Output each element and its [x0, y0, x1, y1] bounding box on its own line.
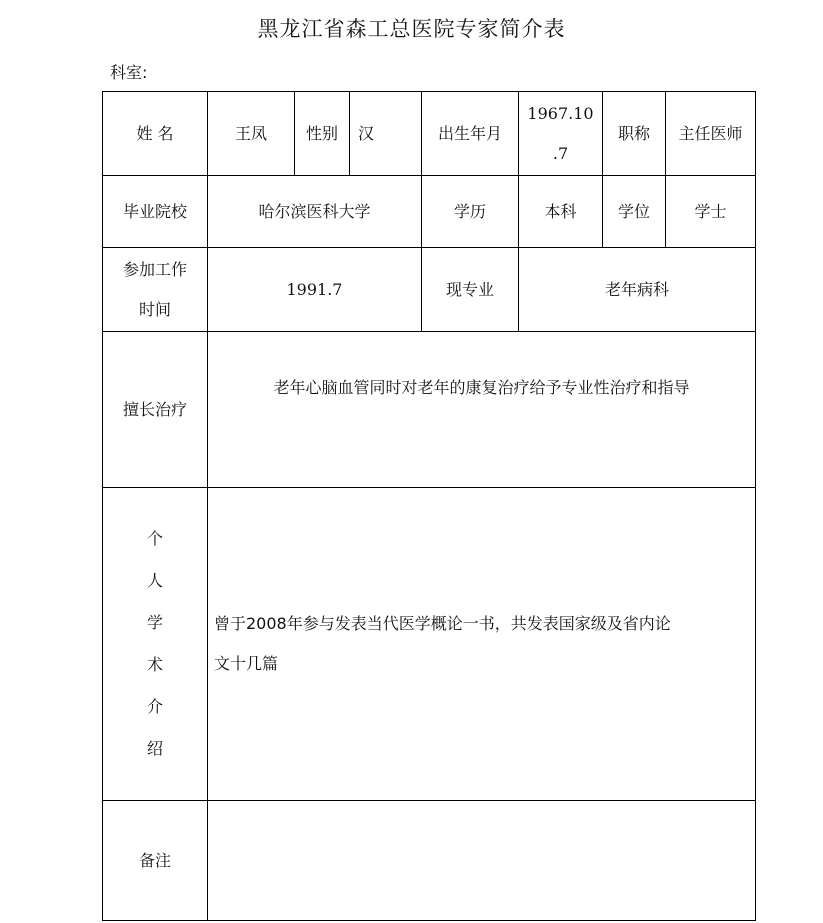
gender-value: 汉	[350, 92, 422, 176]
birth-label: 出生年月	[422, 92, 519, 176]
row-work	[103, 248, 756, 332]
department-label: 科室:	[110, 63, 148, 82]
row-expertise	[103, 332, 756, 488]
academic-label-char: 术	[146, 655, 163, 674]
specialty-label: 现专业	[422, 248, 519, 332]
work-start-label	[103, 248, 208, 332]
academic-value-line2: 文十几篇	[214, 654, 279, 673]
work-start-label-line2: 时间	[138, 299, 171, 319]
academic-value-line1: 曾于2008年参与发表当代医学概论一书，共发表国家级及省内论	[214, 614, 671, 633]
work-start-value: 1991.7	[208, 248, 422, 332]
expertise-label: 擅长治疗	[103, 332, 208, 488]
expertise-value: 老年心脑血管同时对老年的康复治疗给予专业性治疗和指导	[208, 332, 756, 488]
academic-label-char: 绍	[146, 739, 163, 758]
birth-value-line1: 1967.10	[527, 103, 594, 123]
row-notes	[103, 801, 756, 921]
name-label: 姓 名	[103, 92, 208, 176]
education-label: 学历	[422, 176, 519, 248]
row-academic	[103, 488, 756, 801]
job-title-value: 主任医师	[666, 92, 756, 176]
page-title: 黑龙江省森工总医院专家简介表	[257, 17, 566, 41]
academic-label-char: 学	[146, 613, 163, 632]
school-value: 哈尔滨医科大学	[208, 176, 422, 248]
notes-value	[208, 801, 756, 921]
academic-label-char: 个	[146, 529, 163, 548]
academic-label	[103, 488, 208, 801]
birth-value-line2: .7	[552, 143, 569, 163]
row-education	[103, 176, 756, 248]
degree-label: 学位	[603, 176, 666, 248]
birth-value	[519, 92, 603, 176]
work-start-label-line1: 参加工作	[122, 259, 187, 279]
education-value: 本科	[519, 176, 603, 248]
name-value: 王凤	[208, 92, 295, 176]
notes-label: 备注	[103, 801, 208, 921]
academic-label-char: 人	[146, 571, 163, 590]
expert-profile-table	[102, 91, 756, 921]
job-title-label: 职称	[603, 92, 666, 176]
gender-label: 性别	[295, 92, 350, 176]
academic-value	[208, 488, 756, 801]
specialty-value: 老年病科	[519, 248, 756, 332]
academic-label-char: 介	[146, 697, 163, 716]
row-basic-info	[103, 92, 756, 176]
degree-value: 学士	[666, 176, 756, 248]
school-label: 毕业院校	[103, 176, 208, 248]
